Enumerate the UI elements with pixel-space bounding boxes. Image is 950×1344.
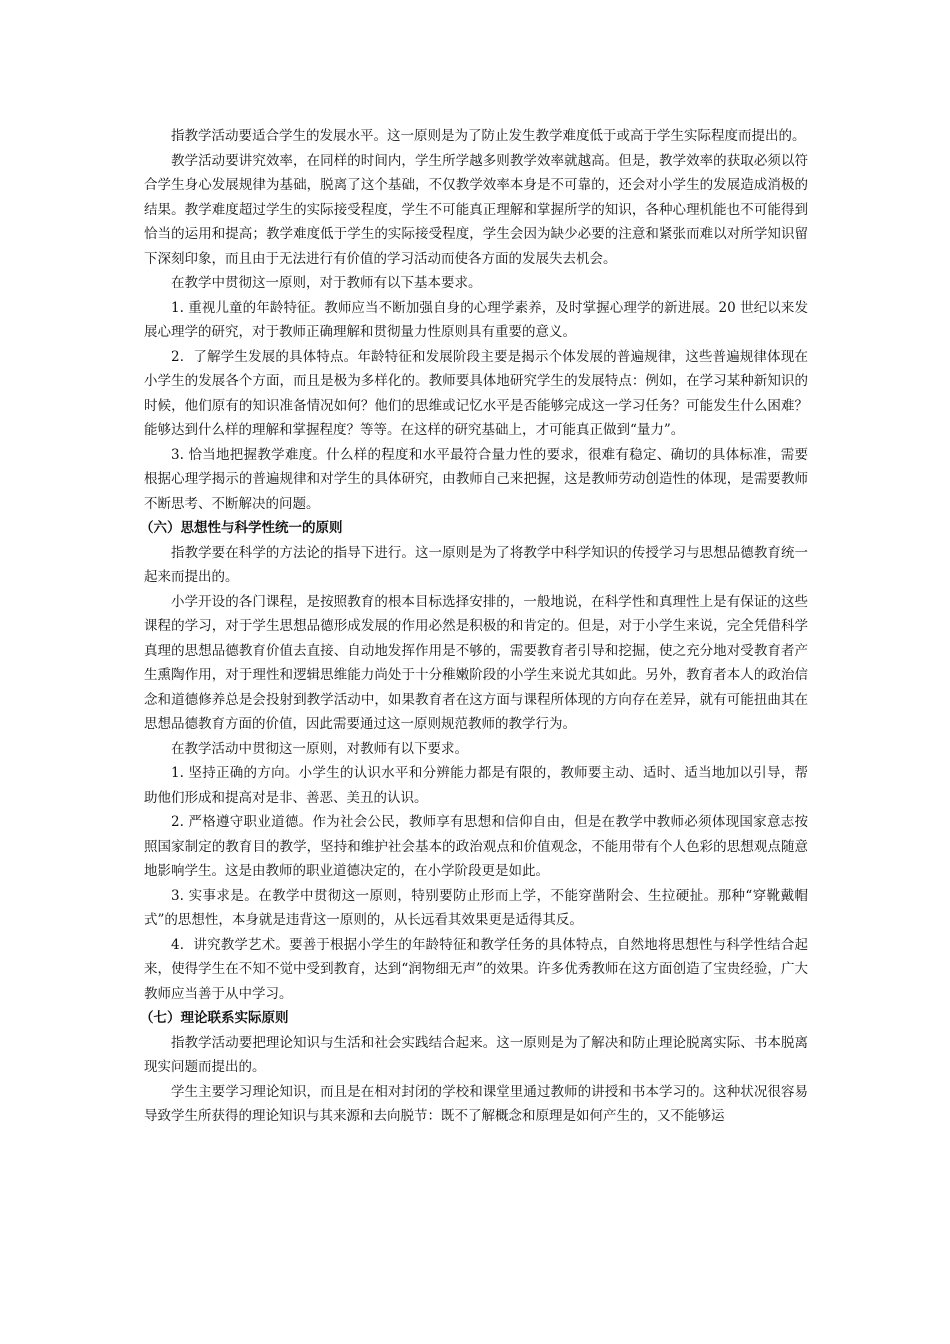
paragraph-ideology-requirements-intro: 在教学活动中贯彻这一原则，对教师有以下要求。 [171, 740, 468, 757]
section-heading-six: （六）思想性与科学性统一的原则 [140, 520, 343, 536]
section-heading-seven: （七）理论联系实际原则 [140, 1010, 289, 1026]
paragraph-theory-practice-definition: 指教学活动要把理论知识与生活和社会实践结合起来。这一原则是为了解决和防止理论脱离实际、书本脱离现实问题而提出的。 [144, 1034, 808, 1075]
paragraph-definition: 指教学活动要适合学生的发展水平。这一原则是为了防止发生教学难度低于或高于学生实际程度而提出的。 [171, 128, 806, 144]
list-item-seek-truth: 3. 实事求是。在教学中贯彻这一原则，特别要防止形而上学，不能穿凿附会、生拉硬扯。那种“穿靴戴帽式”的思想性，本身就是违背这一原则的，从长远看其效果更是适得其反。 [144, 887, 808, 928]
list-item-age-characteristics: 1. 重视儿童的年龄特征。教师应当不断加强自身的心理学素养，及时掌握心理学的新进展。20 世纪以来发展心理学的研究，对于教师正确理解和贯彻量力性原则具有重要的意义。 [144, 299, 808, 340]
document-body [140, 124, 808, 1129]
paragraph-requirements-intro: 在教学中贯彻这一原则，对于教师有以下基本要求。 [171, 275, 482, 291]
paragraph-efficiency: 教学活动要讲究效率，在同样的时间内，学生所学越多则教学效率就越高。但是，教学效率的获取必须以符合学生身心发展规律为基础，脱离了这个基础，不仅教学效率本身是不可靠的，还会对小学生的发展造成消极的结果。教学难度超过学生的实际接受程度，学生不可能真正理解和掌握所学的知识，各种心理机能也不可能得到恰当的运用和提高；教学难度低于学生的实际接受程度，学生会因为缺少必要的注意和紧张而难以对所学知识留下深刻印象，而且由于无法进行有价值的学习活动而使各方面的发展失去机会。 [144, 152, 808, 267]
paragraph-ideology-definition: 指教学要在科学的方法论的指导下进行。这一原则是为了将教学中科学知识的传授学习与思想品德教育统一起来而提出的。 [144, 544, 808, 585]
list-item-teaching-difficulty: 3. 恰当地把握教学难度。什么样的程度和水平最符合量力性的要求，很难有稳定、确切的具体标准，需要根据心理学揭示的普遍规律和对学生的具体研究，由教师自己来把握，这是教师劳动创造性的体现，是需要教师不断思考、不断解决的问题。 [144, 446, 808, 512]
list-item-teaching-art: 4．讲究教学艺术。要善于根据小学生的年龄特征和教学任务的具体特点，自然地将思想性与科学性结合起来，使得学生在不知不觉中受到教育，达到“润物细无声”的效果。许多优秀教师在这方面创造了宝贵经验，广大教师应当善于从中学习。 [144, 936, 808, 1002]
paragraph-theory-practice-explanation: 学生主要学习理论知识，而且是在相对封闭的学校和课堂里通过教师的讲授和书本学习的。这种状况很容易导致学生所获得的理论知识与其来源和去向脱节：既不了解概念和原理是如何产生的，又不能够运 [144, 1083, 808, 1124]
list-item-development-features: 2．了解学生发展的具体特点。年龄特征和发展阶段主要是揭示个体发展的普遍规律，这些普遍规律体现在小学生的发展各个方面，而且是极为多样化的。教师要具体地研究学生的发展特点：例如，在学习某种新知识的时候，他们原有的知识准备情况如何？他们的思维或记忆水平是否能够完成这一学习任务？可能发生什么困难？能够达到什么样的理解和掌握程度？等等。在这样的研究基础上，才可能真正做到“量力”。 [144, 348, 808, 438]
paragraph-ideology-explanation: 小学开设的各门课程，是按照教育的根本目标选择安排的，一般地说，在科学性和真理性上是有保证的这些课程的学习，对于学生思想品德形成发展的作用必然是积极的和肯定的。但是，对于小学生来说，完全凭借科学真理的思想品德教育价值去直接、自动地发挥作用是不够的，需要教育者引导和挖掘，使之充分地对受教育者产生熏陶作用，对于理性和逻辑思维能力尚处于十分稚嫩阶段的小学生来说尤其如此。另外，教育者本人的政治信念和道德修养总是会投射到教学活动中，如果教育者在这方面与课程所体现的方向存在差异，就有可能扭曲其在思想品德教育方面的价值，因此需要通过这一原则规范教师的教学行为。 [144, 593, 808, 732]
list-item-correct-direction: 1. 坚持正确的方向。小学生的认识水平和分辨能力都是有限的，教师要主动、适时、适当地加以引导，帮助他们形成和提高对是非、善恶、美丑的认识。 [144, 765, 808, 806]
list-item-professional-ethics: 2. 严格遵守职业道德。作为社会公民，教师享有思想和信仰自由，但是在教学中教师必须体现国家意志按照国家制定的教育目的教学，坚持和维护社会基本的政治观点和价值观念，不能用带有个人色彩的思想观点随意地影响学生。这是由教师的职业道德决定的，在小学阶段更是如此。 [144, 814, 808, 879]
